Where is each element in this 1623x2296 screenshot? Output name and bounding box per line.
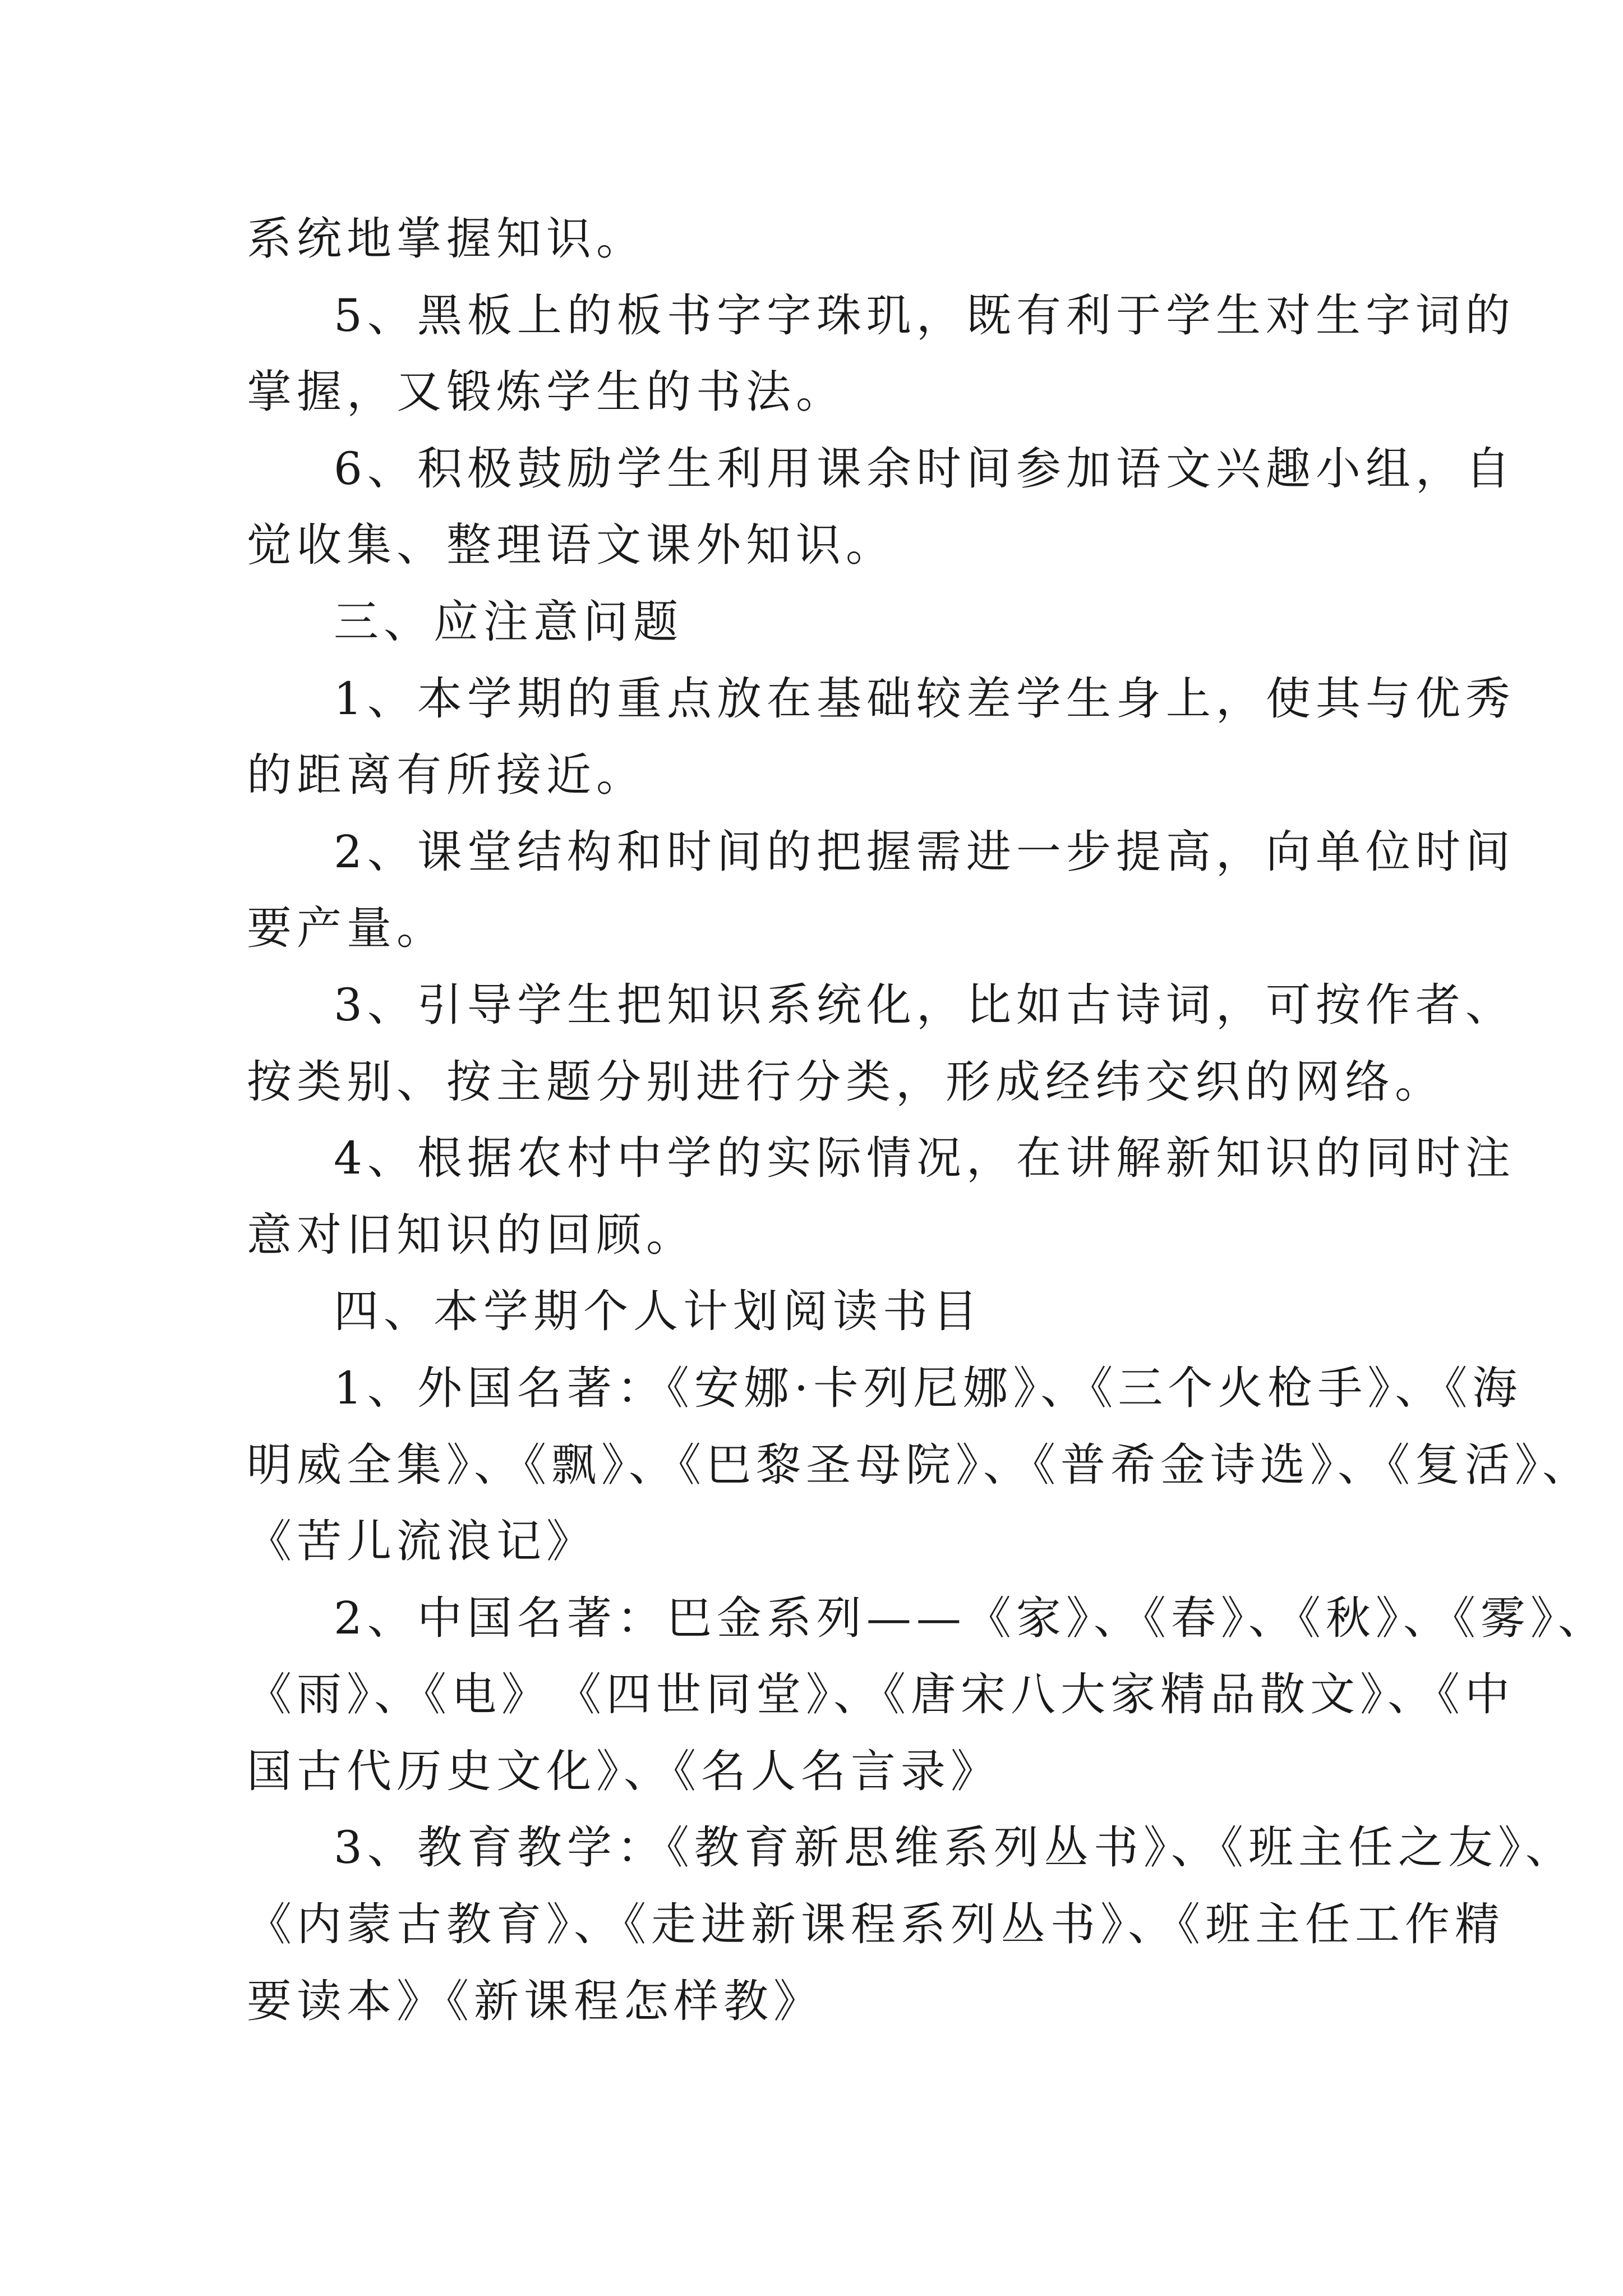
- text-line: 要读本》《新课程怎样教》: [247, 1975, 823, 2027]
- text-line: 《雨》、《电》 《四世同堂》、《唐宋八大家精品散文》、《中: [247, 1668, 1515, 1721]
- text-line: 《内蒙古教育》、《走进新课程系列丛书》、《班主任工作精: [247, 1898, 1505, 1951]
- text-line: 1、外国名著：《安娜·卡列尼娜》、《三个火枪手》、《海: [334, 1361, 1523, 1414]
- text-line: 1、本学期的重点放在基础较差学生身上，使其与优秀: [334, 672, 1515, 725]
- text-line: 觉收集、整理语文课外知识。: [247, 519, 896, 572]
- text-line: 3、引导学生把知识系统化，比如古诗词，可按作者、: [334, 978, 1515, 1031]
- text-line: 的距离有所接近。: [247, 749, 646, 802]
- document-body: [247, 201, 1608, 2040]
- section-heading: 四、本学期个人计划阅读书目: [334, 1285, 983, 1338]
- text-line: 系统地掌握知识。: [247, 213, 646, 265]
- text-line: 4、根据农村中学的实际情况，在讲解新知识的同时注: [334, 1132, 1515, 1185]
- text-line: 2、课堂结构和时间的把握需进一步提高，向单位时间: [334, 825, 1515, 878]
- section-heading: 三、应注意问题: [334, 595, 683, 648]
- text-line: 要产量。: [247, 902, 446, 955]
- text-line: 按类别、按主题分别进行分类，形成经纬交织的网络。: [247, 1055, 1445, 1108]
- text-line: 2、中国名著：巴金系列——《家》、《春》、《秋》、《雾》、: [334, 1591, 1608, 1644]
- text-line: 5、黑板上的板书字字珠玑，既有利于学生对生字词的: [334, 289, 1515, 342]
- text-line: 3、教育教学：《教育新思维系列丛书》、《班主任之友》、: [334, 1821, 1575, 1874]
- text-line: 《苦儿流浪记》: [247, 1515, 596, 1568]
- text-line: 意对旧知识的回顾。: [247, 1208, 696, 1261]
- text-line: 明威全集》、《飘》、《巴黎圣母院》、《普希金诗选》、《复活》、: [247, 1438, 1592, 1491]
- text-line: 掌握，又锻炼学生的书法。: [247, 366, 846, 418]
- text-line: 国古代历史文化》、《名人名言录》: [247, 1745, 1000, 1797]
- text-line: 6、积极鼓励学生利用课余时间参加语文兴趣小组，自: [334, 442, 1515, 495]
